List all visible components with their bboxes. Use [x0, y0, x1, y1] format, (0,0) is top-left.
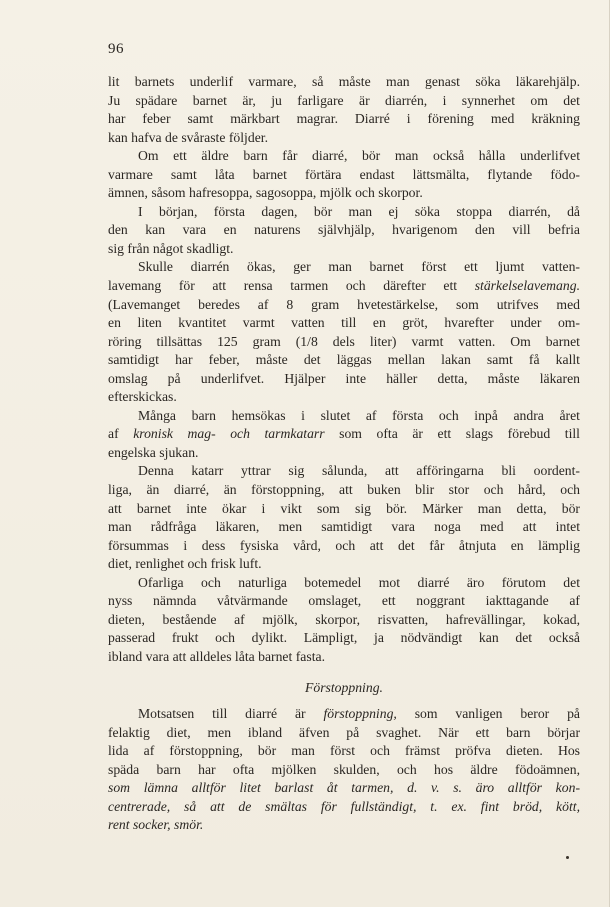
emphasis-term: stärkelselavemang.: [474, 278, 580, 294]
text-segment: lavemang för att rensa tarmen och därefter ett: [108, 278, 458, 294]
text-line: felaktig diet, men ibland äfven på svaghet. När ett barn börjar: [108, 724, 580, 740]
emphasis-term: kronisk mag- och tarmkatarr: [133, 426, 325, 442]
body-text: [108, 73, 580, 835]
text-line: ibland vara att alldeles låta barnet fasta.: [108, 648, 325, 664]
text-line: späda barn har ofta mjölken skulden, och hos äldre födoämnen,: [108, 761, 580, 777]
text-line: [108, 333, 580, 352]
text-line: Ju spädare barnet är, ju farligare är diarrén, i synnerhet om det: [108, 92, 580, 108]
text-segment: som vanligen beror på: [414, 706, 581, 722]
text-line: sig från något skadligt.: [108, 240, 234, 256]
section-heading: [108, 679, 580, 698]
fraction: 1/8: [300, 333, 318, 349]
text-line: lida af förstoppning, bör man först och främst pröfva dieten. Hos: [108, 743, 580, 759]
text-line: nyss nämnda våtvärmande omslaget, ett noggrant iakttagande af: [108, 593, 580, 609]
emphasis-term: förstoppning,: [323, 706, 397, 722]
section-heading-text: Förstoppning.: [305, 679, 383, 695]
text-line: man rådfråga läkaren, men samtidigt vara noga med att intet: [108, 519, 580, 535]
page-number: 96: [108, 41, 124, 57]
text-line: samtidigt har feber, måste det läggas mellan lakan samt få kallt: [108, 352, 580, 368]
text-line: [108, 779, 580, 798]
emphasis-term: rent socker, smör.: [108, 817, 204, 833]
text-line: kan hafva de svåraste följder.: [108, 129, 268, 145]
text-line: (Lavemanget beredes af 8 gram hvetestärkelse, som utrifves med: [108, 296, 580, 312]
text-segment: som ofta är ett slags förebud till: [339, 426, 580, 442]
section-spacer: [108, 667, 580, 679]
text-line: Många barn hemsökas i slutet af första och inpå andra året: [138, 407, 580, 423]
text-line: I början, första dagen, bör man ej söka stoppa diarrén, då: [138, 203, 580, 219]
emphasis-term: som lämna alltför litet barlast åt tarmen, d. v. s. äro alltför kon-: [108, 780, 580, 796]
text-line: passerad frukt och dylikt. Lämpligt, ja nödvändigt kan det också: [108, 630, 580, 646]
text-line: engelska sjukan.: [108, 444, 199, 460]
text-line: varmare samt låta barnet förtära endast lättsmälta, flytande födo-: [108, 166, 580, 182]
text-line: Ofarliga och naturliga botemedel mot diarré äro förutom det: [138, 574, 580, 590]
text-segment: af: [108, 426, 119, 442]
text-line: liga, än diarré, än förstoppning, att buken blir stor och hård, och: [108, 482, 580, 498]
text-line: har feber samt märkbart magrar. Diarré i förening med kräkning: [108, 111, 580, 127]
text-line: ämnen, såsom hafresoppa, sagosoppa, mjölk och skorpor.: [108, 185, 423, 201]
text-line: Om ett äldre barn får diarré, bör man också hålla underlifvet: [138, 148, 580, 164]
text-line: Skulle diarrén ökas, ger man barnet först ett ljumt vatten-: [138, 259, 580, 275]
text-line: [108, 425, 580, 444]
section-spacer: [108, 697, 580, 705]
text-segment: röring tillsättas 125 gram (: [108, 333, 301, 349]
text-segment: Motsatsen till diarré är: [138, 706, 306, 722]
text-line: [108, 277, 580, 296]
emphasis-term: centrerade, så att de smältas för fullständigt, t. ex. fint bröd, kött,: [108, 798, 580, 814]
text-line: omslag på underlifvet. Hjälper inte häller detta, måste läkaren: [108, 370, 580, 386]
text-line: lit barnets underlif varmare, så måste man genast söka läkarehjälp.: [108, 74, 580, 89]
text-line: att barnet inte ökar i vikt som sig bör. Märker man detta, bör: [108, 500, 580, 516]
text-line: [108, 798, 580, 817]
text-line: en liten kvantitet varmt vatten till en gröt, hvarefter under om-: [108, 315, 580, 331]
text-line: dieten, bestående af mjölk, skorpor, risvatten, hafrevällingar, kokad,: [108, 611, 580, 627]
text-segment: dels liter) varmt vatten. Om barnet: [317, 333, 580, 349]
ink-dot: [566, 856, 569, 859]
text-line: den kan vara en naturens självhjälp, hvarigenom den vill befria: [108, 222, 580, 238]
text-line: försummas i dess fysiska vård, och att det får åtnjuta en lämplig: [108, 537, 580, 553]
text-line: [108, 705, 580, 724]
text-line: efterskickas.: [108, 389, 177, 405]
text-line: diet, renlighet och frisk luft.: [108, 556, 262, 572]
text-line: [108, 816, 580, 835]
text-line: Denna katarr yttrar sig sålunda, att afföringarna bli oordent-: [138, 463, 580, 479]
